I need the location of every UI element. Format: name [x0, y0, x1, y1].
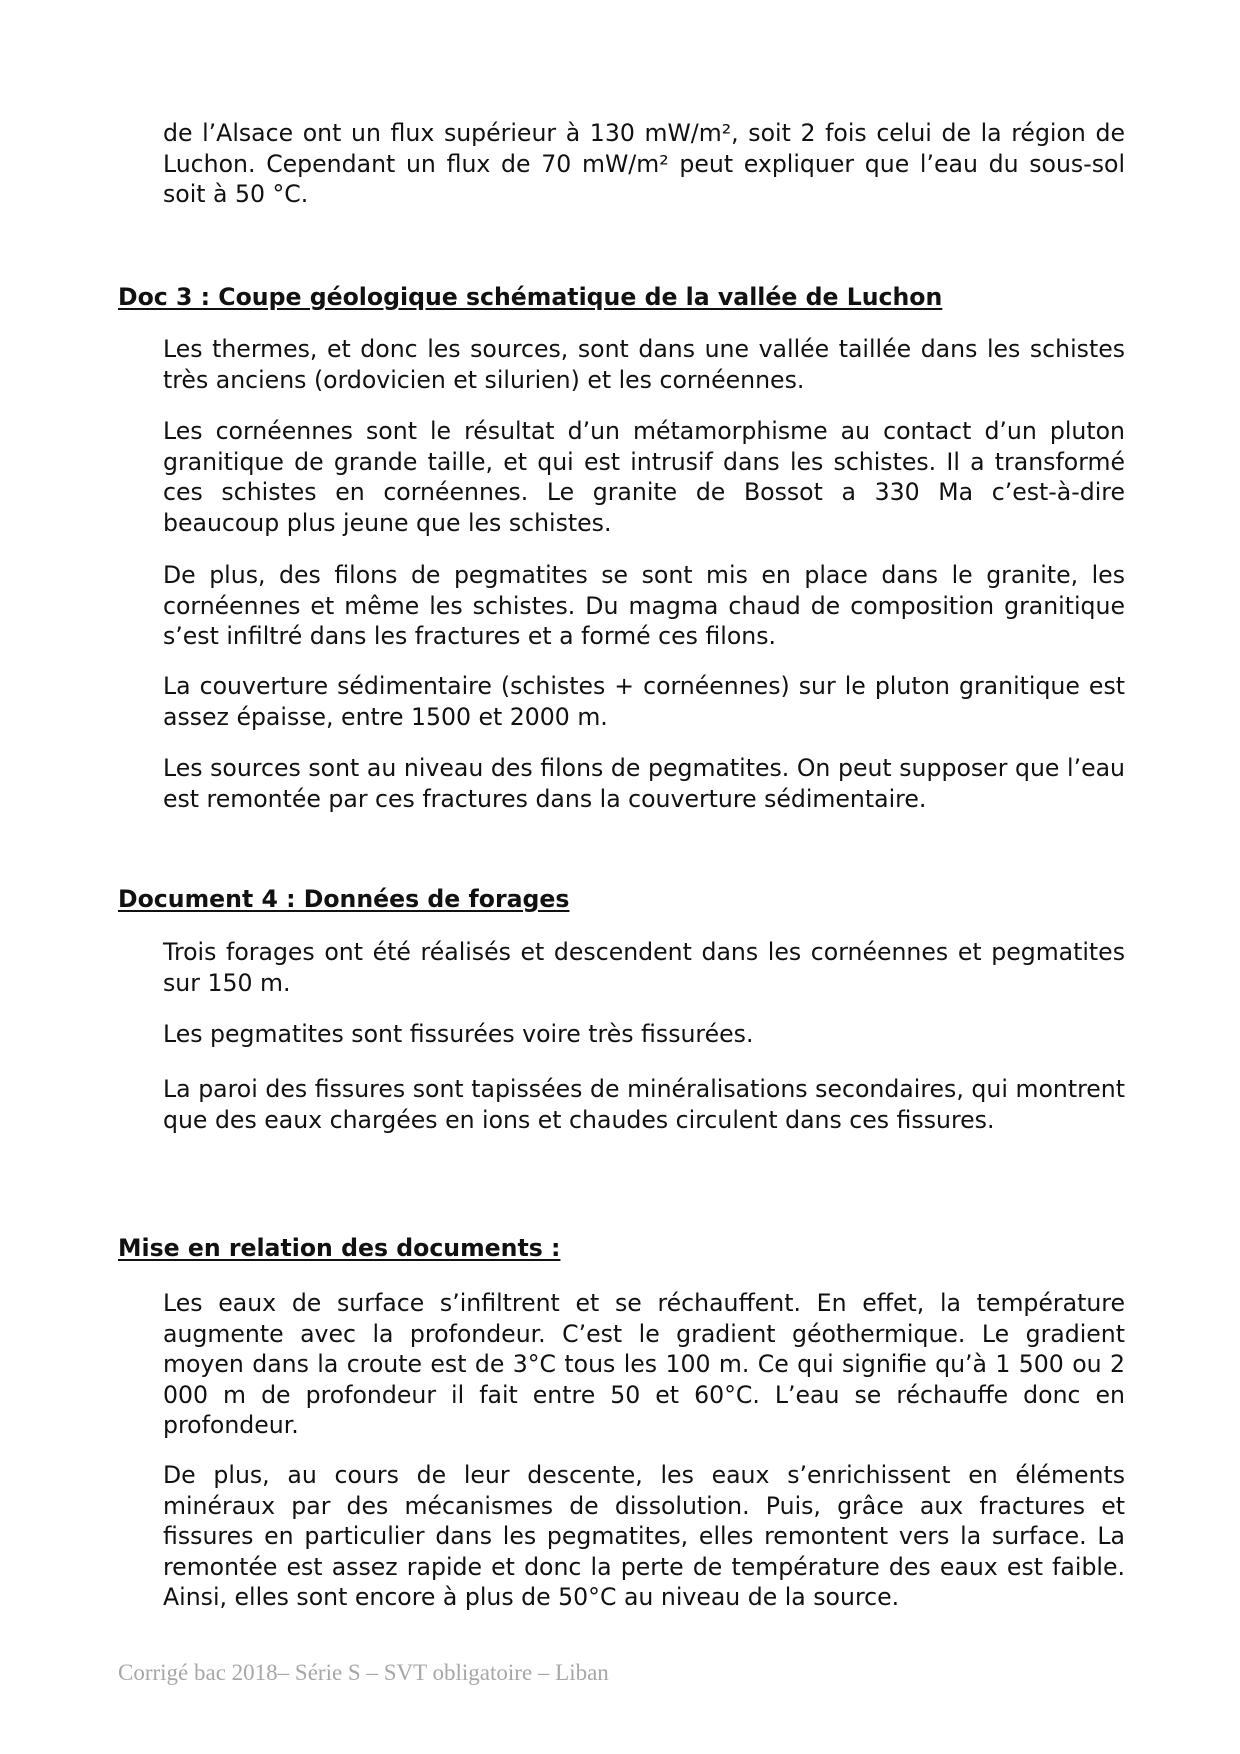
relation-paragraph-1: Les eaux de surface s’infiltrent et se réchauffent. En effet, la température augmente avec la profondeur. C’est le gradient géothermique. Le gradient moyen dans la croute est de 3°C tous les 100 m. Ce qui signifie qu’à 1 500 ou 2 000 m de profondeur il fait entre 50 et 60°C. L’eau se réchauffe donc en profondeur.	[163, 1289, 1125, 1439]
doc4-paragraph-2: Les pegmatites sont fissurées voire très fissurées.	[163, 1020, 754, 1048]
doc3-paragraph-4: La couverture sédimentaire (schistes + cornéennes) sur le pluton granitique est assez épaisse, entre 1500 et 2000 m.	[163, 672, 1125, 731]
page-footer: Corrigé bac 2018– Série S – SVT obligatoire – Liban	[118, 1660, 609, 1685]
doc3-paragraph-3: De plus, des filons de pegmatites se sont mis en place dans le granite, les cornéennes et même les schistes. Du magma chaud de composition granitique s’est infiltré dans les fractures et a formé ces filons.	[163, 561, 1125, 650]
doc3-paragraph-1: Les thermes, et donc les sources, sont dans une vallée taillée dans les schistes très anciens (ordovicien et silurien) et les cornéennes.	[163, 335, 1125, 394]
relation-paragraph-2: De plus, au cours de leur descente, les eaux s’enrichissent en éléments minéraux par des mécanismes de dissolution. Puis, grâce aux fractures et fissures en particulier dans les pegmatites, elles remontent vers la surface. La remontée est assez rapide et donc la perte de température des eaux est faible. Ainsi, elles sont encore à plus de 50°C au niveau de la source.	[163, 1461, 1125, 1611]
doc3-paragraph-5: Les sources sont au niveau des filons de pegmatites. On peut supposer que l’eau est remontée par ces fractures dans la couverture sédimentaire.	[163, 754, 1125, 813]
relation-heading: Mise en relation des documents :	[118, 1234, 561, 1262]
doc4-heading: Document 4 : Données de forages	[118, 885, 570, 913]
doc3-heading: Doc 3 : Coupe géologique schématique de la vallée de Luchon	[118, 283, 943, 311]
doc4-paragraph-1: Trois forages ont été réalisés et descendent dans les cornéennes et pegmatites sur 150 m.	[163, 938, 1125, 997]
intro-paragraph: de l’Alsace ont un flux supérieur à 130 mW/m², soit 2 fois celui de la région de Luchon. Cependant un flux de 70 mW/m² peut expliquer que l’eau du sous-sol soit à 50 °C.	[163, 119, 1125, 208]
doc3-paragraph-2: Les cornéennes sont le résultat d’un métamorphisme au contact d’un pluton granitique de grande taille, et qui est intrusif dans les schistes. Il a transformé ces schistes en cornéennes. Le granite de Bossot a 330 Ma c’est-à-dire beaucoup plus jeune que les schistes.	[163, 417, 1125, 537]
doc4-paragraph-3: La paroi des fissures sont tapissées de minéralisations secondaires, qui montrent que des eaux chargées en ions et chaudes circulent dans ces fissures.	[163, 1075, 1125, 1134]
